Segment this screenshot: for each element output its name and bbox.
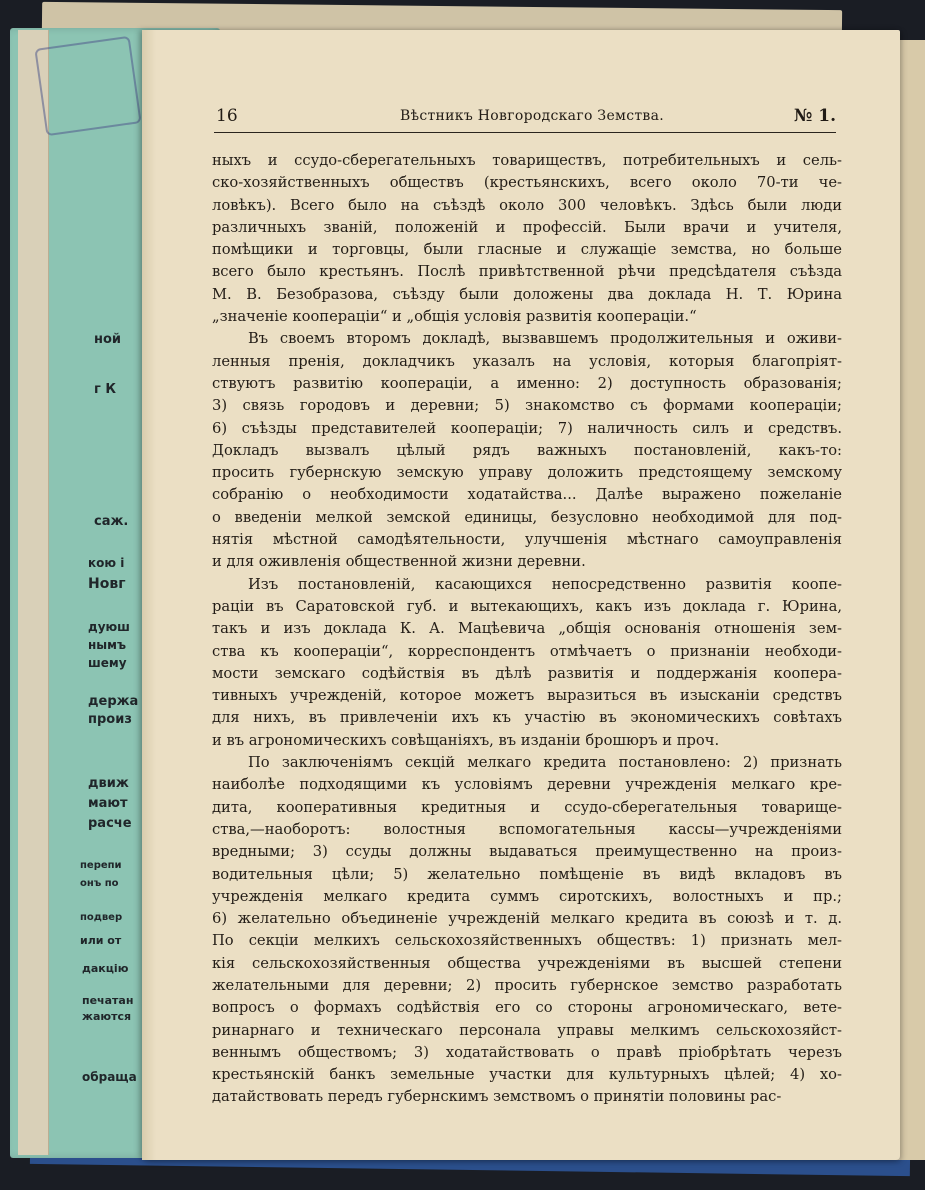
library-stamp bbox=[34, 36, 141, 137]
text-line: водительныя цѣли; 5) желательно помѣщеніе въ видѣ вкладовъ въ bbox=[212, 865, 842, 883]
text-line: всего было крестьянъ. Послѣ привѣтственной рѣчи предсѣдателя съѣзда bbox=[212, 263, 842, 281]
text-line: раціи въ Саратовской губ. и вытекающихъ, какъ изъ доклада г. Юрина, bbox=[212, 597, 842, 615]
left-page-fragment: Новг bbox=[88, 576, 126, 592]
page-header bbox=[214, 102, 836, 133]
text-line: ства,—наоборотъ: волостныя вспомогательныя кассы—учрежденіями bbox=[212, 820, 842, 838]
text-line: По заключеніямъ секцій мелкаго кредита постановлено: 2) признать bbox=[248, 754, 842, 772]
left-page-fragment: перепи bbox=[80, 860, 122, 871]
issue-number: № 1. bbox=[793, 106, 836, 126]
text-line: 6) съѣзды представителей коопераціи; 7) наличность силъ и средствъ. bbox=[212, 419, 842, 437]
text-line: Въ своемъ второмъ докладѣ, вызвавшемъ продолжительныя и оживи- bbox=[248, 330, 842, 348]
text-line: По секціи мелкихъ сельскохозяйственныхъ обществъ: 1) признать мел- bbox=[212, 932, 842, 950]
left-page-fragment: жаются bbox=[82, 1010, 132, 1023]
text-line: 6) желательно объединеніе учрежденій мелкаго кредита въ союзѣ и т. д. bbox=[212, 910, 842, 928]
journal-title: Вѣстникъ Новгородскаго Земства. bbox=[400, 108, 664, 124]
text-line: М. В. Безобразова, съѣзду были доложены два доклада Н. Т. Юрина bbox=[212, 285, 842, 303]
left-page-fragment: печатан bbox=[82, 994, 134, 1007]
text-line: 3) связь городовъ и деревни; 5) знакомство съ формами коопераціи; bbox=[212, 397, 842, 415]
left-page-fragment: держа bbox=[88, 694, 139, 709]
left-page-fragment: движ bbox=[88, 776, 129, 791]
text-line: и въ агрономическихъ совѣщаніяхъ, въ изданіи брошюръ и проч. bbox=[212, 731, 720, 749]
text-line: учрежденія мелкаго кредита суммъ сиротскихъ, волостныхъ и пр.; bbox=[212, 887, 842, 905]
left-page-fragment: подвер bbox=[80, 912, 123, 923]
left-page-fragment: ной bbox=[94, 332, 122, 347]
text-line: желательными для деревни; 2) просить губернское земство разработать bbox=[212, 976, 842, 994]
text-line: собранію о необходимости ходатайства... Далѣе выражено пожеланіе bbox=[212, 486, 842, 504]
text-line: веннымъ обществомъ; 3) ходатайствовать о правѣ пріобрѣтать черезъ bbox=[212, 1043, 842, 1061]
left-page-fragment: г К bbox=[94, 382, 116, 397]
text-line: для нихъ, въ привлеченіи ихъ къ участію въ экономическихъ совѣтахъ bbox=[212, 709, 842, 727]
text-line: крестьянскій банкъ земельные участки для культурныхъ цѣлей; 4) хо- bbox=[212, 1066, 842, 1084]
text-line: ствуютъ развитію коопераціи, а именно: 2) доступность образованія; bbox=[212, 374, 842, 392]
left-page-fragment: саж. bbox=[94, 514, 129, 529]
text-line: мости земскаго содѣйствія въ дѣлѣ развитія и поддержанія коопера- bbox=[212, 664, 842, 682]
text-line: дита, кооперативныя кредитныя и ссудо-сберегательныя товарище- bbox=[212, 798, 842, 816]
text-line: о введеніи мелкой земской единицы, безусловно необходимой для под- bbox=[212, 508, 842, 526]
text-line: „значеніе коопераціи“ и „общія условія развитія коопераціи.“ bbox=[212, 308, 697, 326]
right-page-edge bbox=[900, 40, 925, 1160]
left-page-fragment: дакцію bbox=[82, 962, 129, 975]
text-line: и для оживленія общественной жизни деревни. bbox=[212, 553, 586, 571]
text-line: просить губернскую земскую управу доложить предстоящему земскому bbox=[212, 464, 842, 482]
left-page-fragment: онъ по bbox=[80, 878, 119, 889]
main-page-shadow-edge bbox=[142, 30, 156, 1160]
text-line: ско-хозяйственныхъ обществъ (крестьянскихъ, всего около 70-ти че- bbox=[212, 174, 842, 192]
left-page-fragment: шему bbox=[88, 656, 127, 670]
text-line: ленныя пренія, докладчикъ указалъ на условія, которыя благопріят- bbox=[212, 352, 842, 370]
left-page-fragment: обраща bbox=[82, 1070, 137, 1084]
article-body bbox=[212, 150, 842, 1109]
left-page-fragment: нымъ bbox=[88, 638, 126, 652]
left-page-fragment: дуюш bbox=[88, 620, 130, 634]
text-line: вредными; 3) ссуды должны выдаваться преимущественно на произ- bbox=[212, 843, 842, 861]
back-page-edge bbox=[18, 30, 49, 1155]
left-page-fragment: мают bbox=[88, 796, 128, 811]
left-page-fragment: произ bbox=[88, 712, 132, 727]
text-line: ныхъ и ссудо-сберегательныхъ товариществъ, потребительныхъ и сель- bbox=[212, 152, 842, 169]
left-page-fragment: расче bbox=[88, 816, 132, 831]
text-line: наиболѣе подходящими къ условіямъ деревни учрежденія мелкаго кре- bbox=[212, 776, 842, 794]
text-line: различныхъ званій, положеній и профессій. Были врачи и учителя, bbox=[212, 218, 842, 236]
left-page-fragment: или от bbox=[80, 934, 122, 947]
text-line: кія сельскохозяйственныя общества учрежденіями въ высшей степени bbox=[212, 954, 842, 972]
page-number: 16 bbox=[216, 106, 238, 126]
text-line: такъ и изъ доклада К. А. Мацѣевича „общія основанія отношенія зем- bbox=[212, 620, 842, 638]
text-line: ства къ коопераціи“, корреспондентъ отмѣчаетъ о признаніи необходи- bbox=[212, 642, 842, 660]
text-line: тивныхъ учрежденій, которое можетъ выразиться въ изысканіи средствъ bbox=[212, 687, 842, 705]
text-line: ринарнаго и техническаго персонала управы мелкимъ сельскохозяйст- bbox=[212, 1021, 842, 1039]
left-page-fragment: кою і bbox=[88, 556, 125, 570]
text-line: нятія мѣстной самодѣятельности, улучшенія мѣстнаго самоуправленія bbox=[212, 531, 842, 549]
text-line: Докладъ вызвалъ цѣлый рядъ важныхъ постановленій, какъ-то: bbox=[212, 441, 842, 459]
text-line: вопросъ о формахъ содѣйствія его со стороны агрономическаго, вете- bbox=[212, 999, 842, 1017]
text-line: ловѣкъ). Всего было на съѣздѣ около 300 человѣкъ. Здѣсь были люди bbox=[212, 196, 842, 214]
text-line: датайствовать передъ губернскимъ земствомъ о принятіи половины рас- bbox=[212, 1088, 782, 1106]
text-line: помѣщики и торговцы, были гласные и служащіе земства, но больше bbox=[212, 241, 842, 259]
text-line: Изъ постановленій, касающихся непосредственно развитія коопе- bbox=[248, 575, 842, 593]
